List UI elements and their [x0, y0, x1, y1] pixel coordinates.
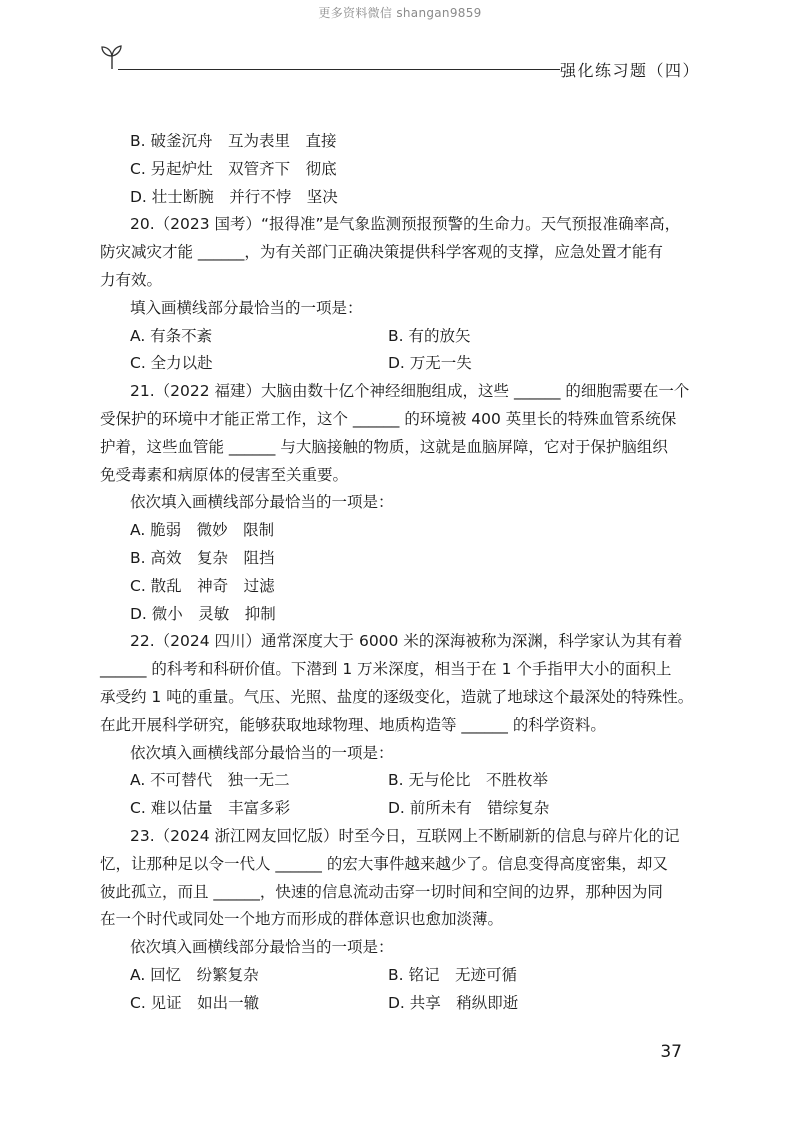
question-text-line: 彼此孤立，而且 ______，快速的信息流动击穿一切时间和空间的边界，那种因为同	[100, 882, 663, 901]
question-text-line: 防灾减灾才能 ______，为有关部门正确决策提供科学客观的支撑，应急处置才能有	[100, 243, 663, 262]
question-22	[100, 628, 694, 823]
page-number: 37	[660, 1042, 682, 1062]
option-c: C. 散乱 神奇 过滤	[130, 576, 275, 595]
option-row	[130, 323, 690, 351]
page-content	[100, 128, 694, 1018]
question-prompt: 依次填入画横线部分最恰当的一项是：	[130, 938, 394, 957]
option-a: A. 不可替代 独一无二	[130, 771, 290, 790]
watermark: 更多资料微信 shangan9859	[318, 6, 482, 20]
question-text-line: 23.（2024 浙江网友回忆版）时至今日，互联网上不断刷新的信息与碎片化的记	[130, 826, 680, 845]
question-21	[100, 378, 690, 628]
option-d: D. 微小 灵敏 抑制	[130, 604, 276, 623]
question-text-line: 力有效。	[100, 270, 163, 289]
question-text-line: ______ 的科考和科研价值。下潜到 1 万米深度，相当于在 1 个手指甲大小的面积上	[100, 660, 672, 679]
question-prompt: 依次填入画横线部分最恰当的一项是：	[130, 743, 394, 762]
question-prompt: 依次填入画横线部分最恰当的一项是：	[130, 493, 394, 512]
option-c: C. 见证 如出一辙	[130, 993, 260, 1012]
option-row	[130, 990, 690, 1018]
question-20	[100, 211, 690, 378]
option-a: A. 回忆 纷繁复杂	[130, 965, 259, 984]
option-row	[130, 350, 690, 378]
option-row	[130, 962, 690, 990]
option-c: C. 全力以赴	[130, 354, 213, 373]
sprout-icon	[100, 44, 124, 70]
question-text-line: 21.（2022 福建）大脑由数十亿个神经细胞组成，这些 ______ 的细胞需要在一个	[130, 382, 690, 401]
question-text-line: 在一个时代或同处一个地方而形成的群体意识也愈加淡薄。	[100, 910, 504, 929]
question-text-line: 免受毒素和病原体的侵害至关重要。	[100, 465, 349, 484]
question-text-line: 护着，这些血管能 ______ 与大脑接触的物质，这就是血脑屏障，它对于保护脑组织	[100, 437, 668, 456]
option-a: A. 有条不紊	[130, 326, 213, 345]
option-d: D. 共享 稍纵即逝	[388, 993, 519, 1012]
q19-option-c: C. 另起炉灶 双管齐下 彻底	[130, 159, 337, 178]
option-b: B. 无与伦比 不胜枚举	[388, 771, 548, 790]
question-prompt: 填入画横线部分最恰当的一项是：	[130, 298, 363, 317]
question-text-line: 20.（2023 国考）“报得准”是气象监测预报预警的生命力。天气预报准确率高，	[130, 215, 681, 234]
option-b: B. 铭记 无迹可循	[388, 965, 517, 984]
option-c: C. 难以估量 丰富多彩	[130, 799, 291, 818]
option-d: D. 前所未有 错综复杂	[388, 799, 550, 818]
question-text-line: 22.（2024 四川）通常深度大于 6000 米的深海被称为深渊，科学家认为其有着	[130, 632, 683, 651]
option-d: D. 万无一失	[388, 354, 472, 373]
q19-options	[130, 128, 690, 211]
q19-option-d: D. 壮士断腕 并行不悖 坚决	[130, 187, 338, 206]
option-b: B. 有的放矢	[388, 326, 471, 345]
page-header	[100, 40, 700, 80]
q19-option-b: B. 破釜沉舟 互为表里 直接	[130, 132, 337, 150]
question-text-line: 忆，让那种足以令一代人 ______ 的宏大事件越来越少了。信息变得高度密集，却又	[100, 854, 668, 873]
header-rule	[118, 69, 560, 70]
option-row	[130, 795, 690, 823]
question-text-line: 受保护的环境中才能正常工作，这个 ______ 的环境被 400 英里长的特殊血管系统保	[100, 409, 677, 428]
question-text-line: 承受约 1 吨的重量。气压、光照、盐度的逐级变化，造就了地球这个最深处的特殊性。	[100, 687, 694, 706]
header-title: 强化练习题（四）	[559, 61, 700, 80]
option-a: A. 脆弱 微妙 限制	[130, 521, 275, 540]
option-b: B. 高效 复杂 阻挡	[130, 548, 275, 567]
option-row	[130, 767, 690, 795]
question-23	[100, 823, 690, 1018]
question-text-line: 在此开展科学研究，能够获取地球物理、地质构造等 ______ 的科学资料。	[100, 715, 606, 734]
